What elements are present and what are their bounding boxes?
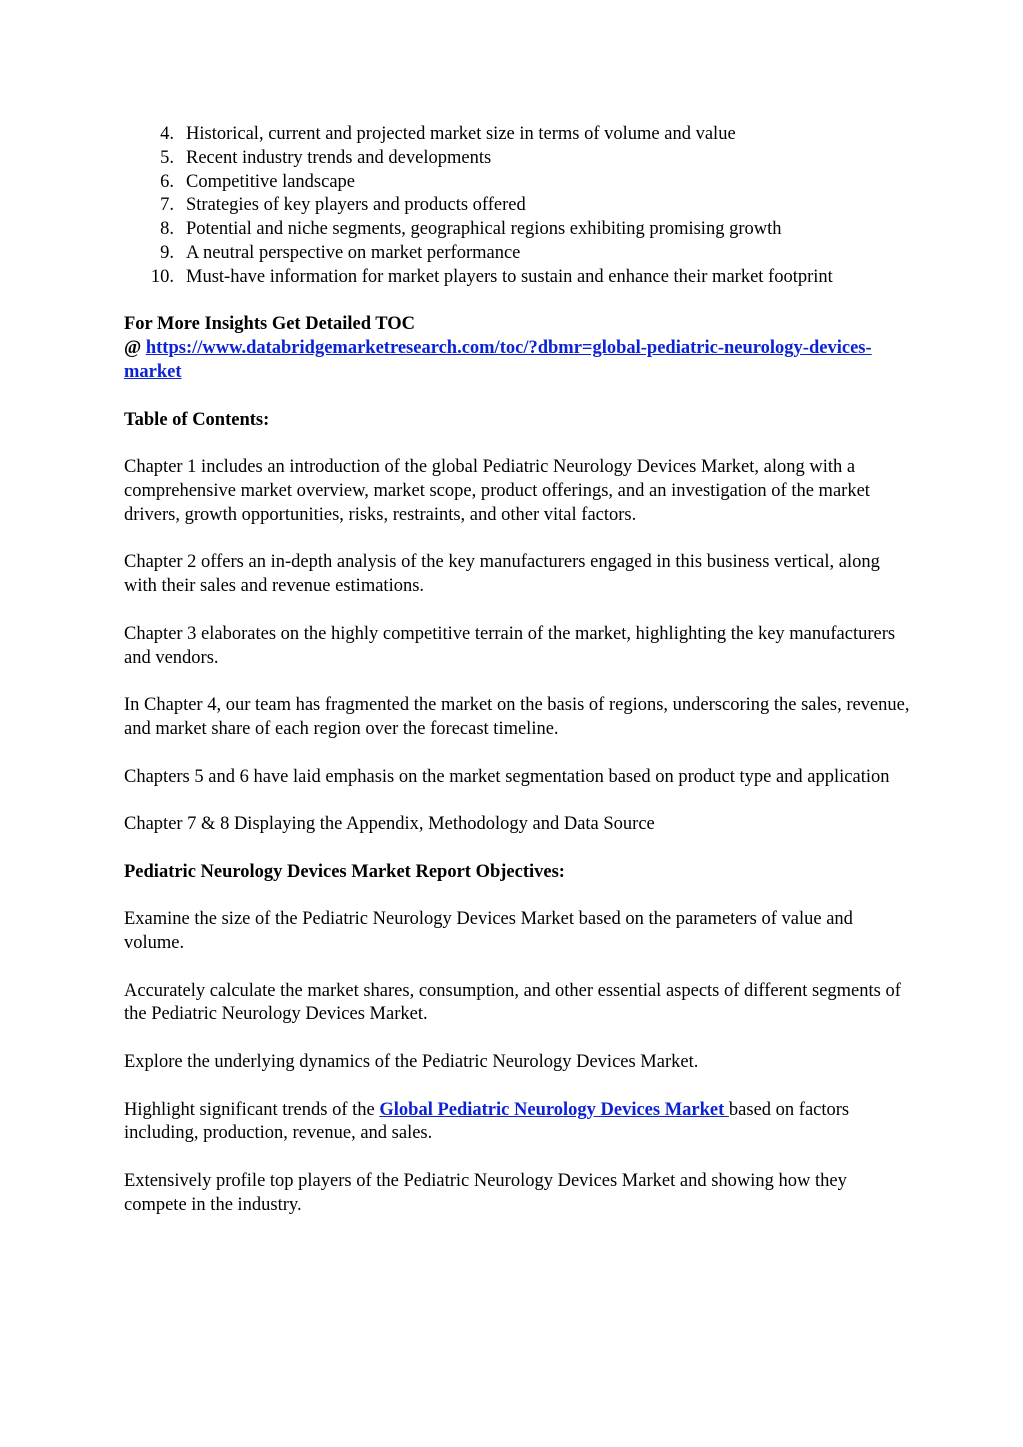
- list-item-number: 10.: [150, 266, 174, 287]
- report-contents-list: [124, 123, 914, 290]
- toc-cta-heading: For More Insights Get Detailed TOC: [124, 314, 416, 335]
- list-item: [124, 218, 914, 242]
- chapter-1-paragraph: Chapter 1 includes an introduction of the global Pediatric Neurology Devices Market, along with a comprehensive market overview, market scope, product offerings, and an investigation of the market drivers, growth opportunities, risks, restraints, and other vital factors.: [124, 457, 870, 525]
- chapter-2-paragraph: Chapter 2 offers an in-depth analysis of the key manufacturers engaged in this business vertical, along with their sales and revenue estimations.: [124, 552, 880, 597]
- list-item: [124, 242, 914, 266]
- list-item-text: Historical, current and projected market size in terms of volume and value: [186, 124, 736, 144]
- list-item-number: 6.: [160, 171, 174, 192]
- list-item-text: Must-have information for market players to sustain and enhance their market footprint: [186, 266, 833, 287]
- chapter-4-paragraph: In Chapter 4, our team has fragmented the market on the basis of regions, underscoring the sales, revenue, and market share of each region over the forecast timeline.: [124, 695, 910, 739]
- toc-heading: Table of Contents:: [124, 409, 270, 430]
- list-item-number: 8.: [160, 219, 174, 240]
- list-item-text: Potential and niche segments, geographical regions exhibiting promising growth: [186, 219, 782, 240]
- list-item-number: 7.: [160, 195, 174, 216]
- list-item-number: 4.: [160, 124, 174, 144]
- objective-text-after-link: based on factors including, production, revenue, and sales.: [124, 1099, 850, 1144]
- objectives-heading: Pediatric Neurology Devices Market Report Objectives:: [124, 861, 565, 882]
- list-item: [124, 147, 914, 171]
- list-item: [124, 194, 914, 218]
- list-item: [124, 171, 914, 195]
- chapters-5-6-paragraph: Chapters 5 and 6 have laid emphasis on the market segmentation based on product type and application: [124, 766, 890, 787]
- market-report-link[interactable]: Global Pediatric Neurology Devices Market: [379, 1099, 729, 1120]
- objective-paragraph: Extensively profile top players of the Pediatric Neurology Devices Market and showing how they compete in the industry.: [124, 1171, 847, 1215]
- list-item-text: Competitive landscape: [186, 171, 356, 192]
- objective-paragraph: Accurately calculate the market shares, consumption, and other essential aspects of different segments of the Pediatric Neurology Devices Market.: [124, 980, 901, 1025]
- list-item-text: A neutral perspective on market performance: [186, 242, 521, 263]
- list-item: [124, 266, 914, 290]
- list-item-text: Strategies of key players and products offered: [186, 195, 526, 216]
- toc-cta-line: [124, 337, 914, 385]
- list-item-text: Recent industry trends and developments: [186, 147, 492, 168]
- chapter-3-paragraph: Chapter 3 elaborates on the highly competitive terrain of the market, highlighting the key manufacturers and vendors.: [124, 623, 896, 668]
- toc-cta: [124, 313, 914, 384]
- objective-paragraph: Explore the underlying dynamics of the Pediatric Neurology Devices Market.: [124, 1052, 699, 1073]
- list-item-number: 5.: [160, 147, 174, 168]
- toc-link[interactable]: https://www.databridgemarketresearch.com/toc/?dbmr=global-pediatric-neurology-devices-market: [124, 338, 872, 382]
- toc-cta-prefix: @: [124, 338, 146, 359]
- list-item: [124, 123, 914, 147]
- list-item-number: 9.: [160, 242, 174, 263]
- document-page: [124, 123, 914, 1218]
- objective-paragraph: [124, 1099, 914, 1147]
- objective-paragraph: Examine the size of the Pediatric Neurology Devices Market based on the parameters of value and volume.: [124, 909, 853, 954]
- objective-text-before-link: Highlight significant trends of the: [124, 1099, 380, 1120]
- chapters-7-8-paragraph: Chapter 7 & 8 Displaying the Appendix, Methodology and Data Source: [124, 814, 655, 835]
